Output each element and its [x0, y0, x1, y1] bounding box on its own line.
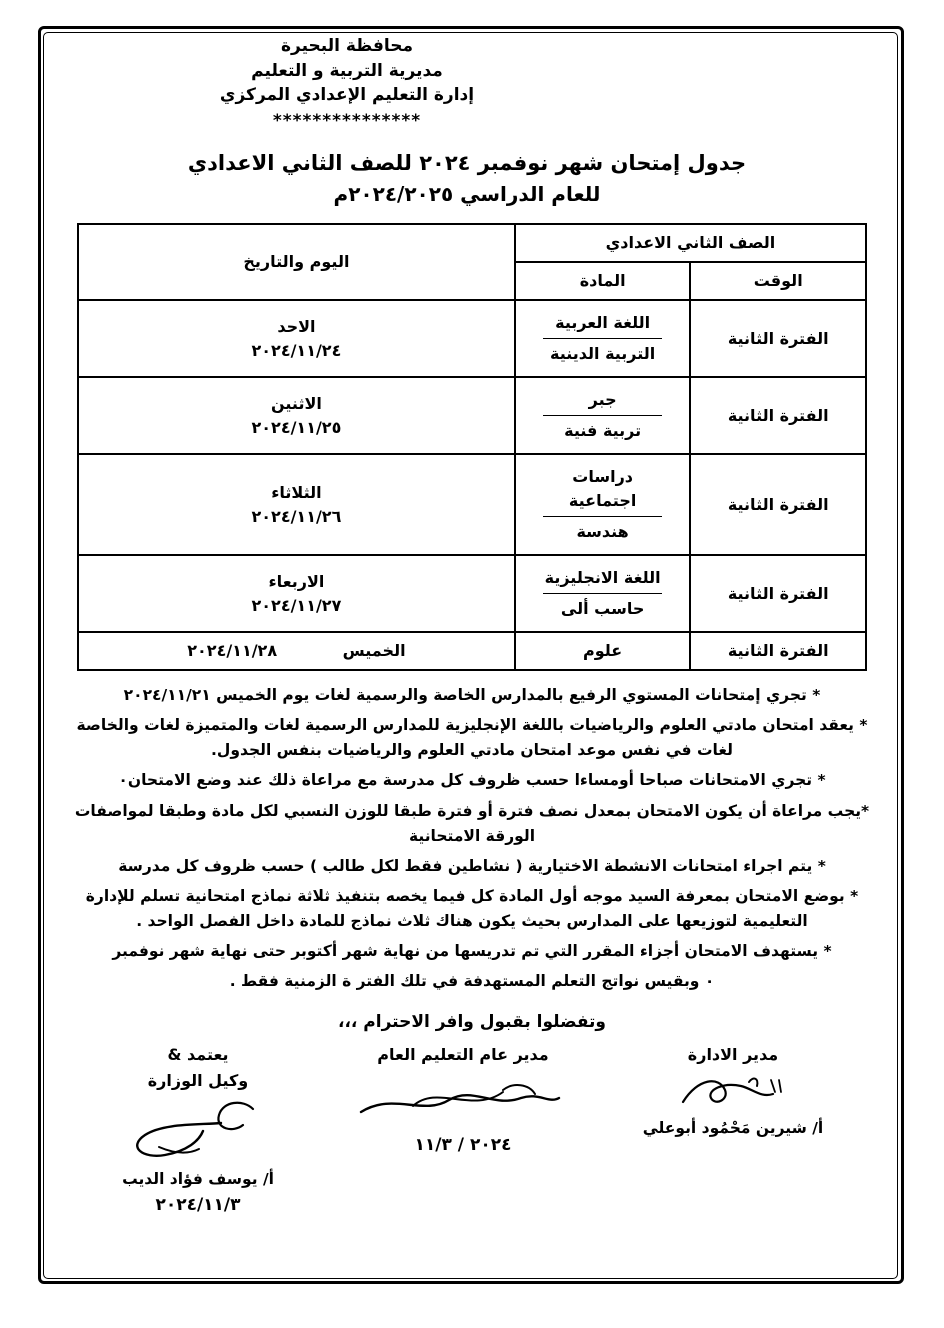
day-name: الاثنين	[270, 393, 322, 413]
letterhead-line-2: مديرية التربية و التعليم	[251, 60, 443, 81]
table-header-row	[78, 224, 866, 262]
day-date: ٢٠٢٤/١١/٢٦	[251, 506, 342, 526]
subject-cell	[515, 377, 691, 454]
time-cell: الفترة الثانية	[690, 377, 866, 454]
signature-name: أ/ يوسف فؤاد الديب	[122, 1170, 274, 1189]
time-cell: الفترة الثانية	[690, 300, 866, 377]
note-item: * يستهدف الامتحان أجزاء المقرر التي تم تدريسها من نهاية شهر أكتوبر حتى نهاية شهر نوفمبر	[112, 942, 832, 961]
day-cell	[78, 300, 515, 377]
signature-director	[608, 1042, 858, 1140]
subject-second: حاسب ألى	[560, 599, 645, 619]
signatures-block	[56, 1042, 888, 1242]
table-row	[78, 454, 866, 555]
handwritten-signature-icon	[103, 1097, 293, 1167]
day-date: ٢٠٢٤/١١/٢٧	[251, 595, 342, 615]
letterhead-divider-stars: ***************	[272, 110, 422, 131]
day-name: الخميس	[342, 641, 406, 661]
note-item: * بوضع الامتحان بمعرفة السيد موجه أول المادة كل فيما يخصه بتنفيذ ثلاثة نماذج امتحانية تسلم للإدارة التعليمية لتوزيعها على المدارس بحيث يكون هناك ثلاث نماذج للمادة داخل الفصل الواحد .	[85, 886, 859, 930]
day-inline	[187, 639, 405, 663]
note-item: * يعقد امتحان مادتي العلوم والرياضيات باللغة الإنجليزية للمدارس الرسمية لغات والمتميزة لغات والخاصة لغات في نفس موعد امتحان مادتي العلوم والرياضيات بنفس الجدول.	[76, 716, 868, 760]
signature-role: مدير الادارة	[687, 1045, 779, 1065]
signature-date: ٢٠٢٤ / ١١/٣	[414, 1134, 512, 1155]
day-date: ٢٠٢٤/١١/٢٤	[251, 340, 342, 360]
subject-second: هندسة	[576, 522, 629, 542]
time-cell: الفترة الثانية	[690, 555, 866, 632]
signature-role: مدير عام التعليم العام	[377, 1045, 549, 1065]
letterhead	[56, 34, 888, 134]
table-row	[78, 632, 866, 670]
note-item: * تجري الامتحانات صباحا أومساءا حسب ظروف كل مدرسة مع مراعاة ذلك عند وضع الامتحان٠	[118, 771, 826, 790]
document-title	[56, 148, 878, 210]
subject-cell	[515, 555, 691, 632]
subject-second: التربية الدينية	[549, 344, 656, 364]
subject-header-cell: المادة	[515, 262, 691, 300]
signature-approval-label: يعتمد &	[167, 1045, 229, 1065]
signature-undersecretary	[83, 1042, 313, 1219]
signature-date: ٢٠٢٤/١١/٣	[155, 1195, 241, 1216]
table-row	[78, 377, 866, 454]
subject-first: دراسات اجتماعية	[543, 461, 662, 517]
note-item: * تجري إمتحانات المستوي الرفيع بالمدارس الخاصة والرسمية لغات يوم الخميس ٢٠٢٤/١١/٢١	[123, 686, 821, 705]
notes-section	[64, 683, 880, 994]
signature-role: وكيل الوزارة	[147, 1070, 249, 1090]
title-line-1: جدول إمتحان شهر نوفمبر ٢٠٢٤ للصف الثاني الاعدادي	[187, 150, 747, 175]
day-name: الثلاثاء	[271, 482, 322, 502]
time-cell: الفترة الثانية	[690, 632, 866, 670]
day-name: الاربعاء	[268, 571, 325, 591]
day-date: ٢٠٢٤/١١/٢٨	[187, 641, 278, 661]
day-cell	[78, 454, 515, 555]
subject-second: تربية فنية	[564, 421, 642, 441]
letterhead-line-3: إدارة التعليم الإعدادي المركزي	[219, 85, 475, 106]
subject-cell	[515, 454, 691, 555]
day-date-header-cell: اليوم والتاريخ	[78, 224, 515, 300]
title-line-2: للعام الدراسي ٢٠٢٤/٢٠٢٥م	[333, 182, 601, 207]
table-row	[78, 300, 866, 377]
day-name: الاحد	[277, 316, 316, 336]
time-cell: الفترة الثانية	[690, 454, 866, 555]
day-cell	[78, 632, 515, 670]
handwritten-signature-icon	[653, 1072, 813, 1116]
note-item: *يجب مراعاة أن يكون الامتحان بمعدل نصف فترة أو فترة طبقا للوزن النسبي لكل مادة وطبقا لمواصفات الورقة الامتحانية	[74, 801, 870, 845]
subject-cell: علوم	[515, 632, 691, 670]
exam-schedule-table	[77, 223, 867, 671]
table-row	[78, 555, 866, 632]
subject-first: اللغة الانجليزية	[543, 562, 662, 594]
letterhead-line-1: محافظة البحيرة	[280, 36, 414, 56]
day-cell	[78, 555, 515, 632]
handwritten-signature-icon	[353, 1072, 573, 1132]
subject-first: جبر	[543, 384, 662, 416]
subject-first: اللغة العربية	[543, 307, 662, 339]
day-cell	[78, 377, 515, 454]
signature-name: أ/ شيرين مَحْمُود أبوعلي	[642, 1118, 824, 1137]
time-header-cell: الوقت	[690, 262, 866, 300]
document-content	[56, 34, 888, 1278]
note-item: * يتم اجراء امتحانات الانشطة الاختيارية ( نشاطين فقط لكل طالب ) حسب ظروف كل مدرسة	[118, 856, 826, 875]
subject-cell	[515, 300, 691, 377]
closing-salutation: وتفضلوا بقبول وافر الاحترام ،،،	[337, 1012, 606, 1033]
signature-general-director	[338, 1042, 588, 1159]
grade-header-cell: الصف الثاني الاعدادي	[515, 224, 866, 262]
day-date: ٢٠٢٤/١١/٢٥	[251, 417, 342, 437]
note-item: ٠ وبقيس نواتج التعلم المستهدفة في تلك الفتر ة الزمنية فقط .	[229, 972, 715, 991]
